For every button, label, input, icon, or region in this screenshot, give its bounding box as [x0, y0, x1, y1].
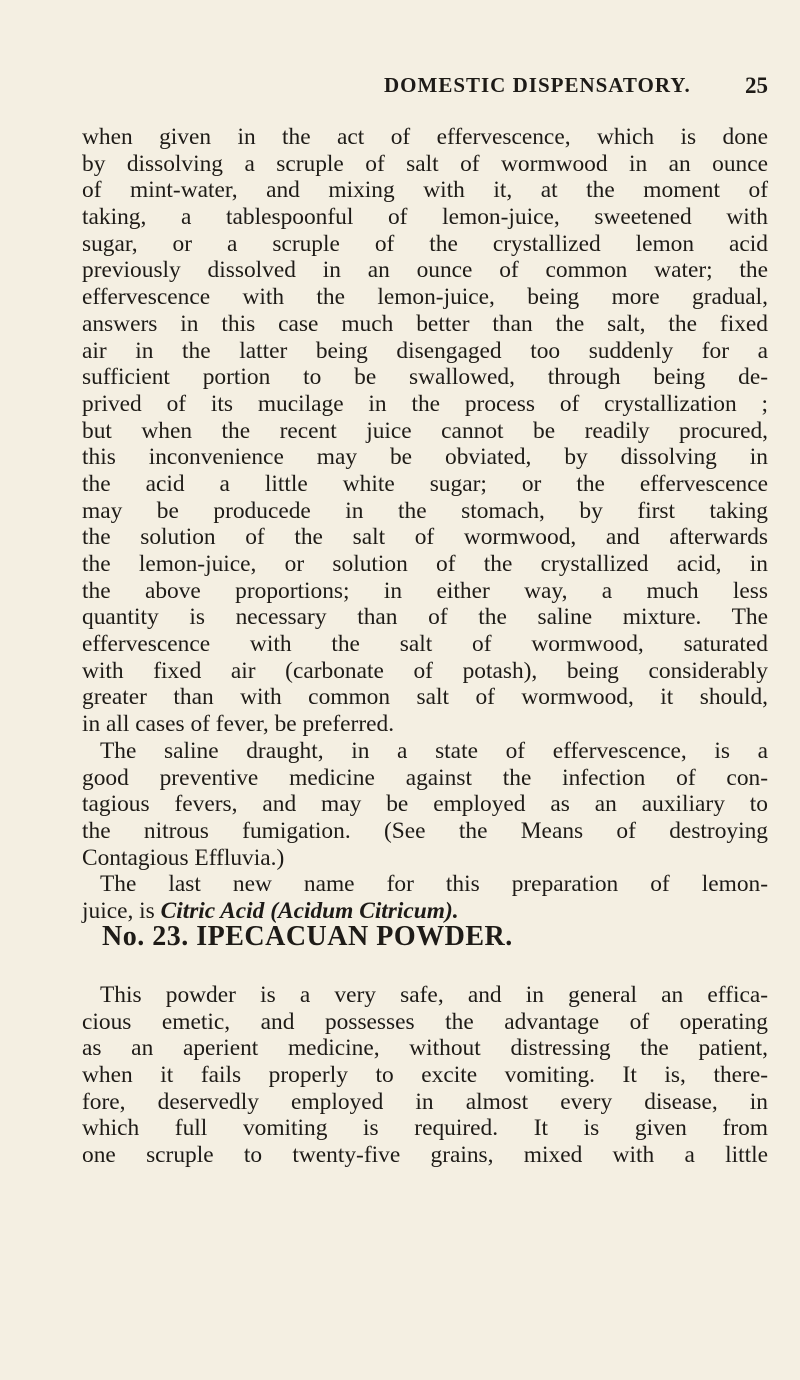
page-number: 25: [745, 73, 768, 98]
text-line: as an aperient medicine, without distressing the patient,: [82, 1035, 768, 1062]
text-line: sufficient portion to be swallowed, through being de-: [82, 364, 768, 391]
text-line: air in the latter being disengaged too suddenly for a: [82, 337, 768, 364]
text-line: cious emetic, and possesses the advantage of operating: [82, 1008, 768, 1035]
text-line: prived of its mucilage in the process of crystallization ;: [82, 390, 768, 417]
text-line: the above proportions; in either way, a much less: [82, 577, 768, 604]
latin-name: Citric Acid (Acidum Citricum).: [160, 897, 459, 924]
text-line: good preventive medicine against the infection of con-: [82, 764, 768, 791]
text-line: effervescence with the lemon-juice, being more gradual,: [82, 284, 768, 311]
text-line: but when the recent juice cannot be readily procured,: [82, 417, 768, 444]
text-line: Contagious Effluvia.): [82, 844, 285, 871]
text-line: quantity is necessary than of the saline mixture. The: [82, 604, 768, 631]
section-heading: No. 23. IPECACUAN POWDER.: [102, 921, 513, 952]
text-line: fore, deservedly employed in almost every disease, in: [82, 1088, 768, 1115]
running-title: DOMESTIC DISPENSATORY.: [384, 73, 691, 97]
text-line: This powder is a very safe, and in general an effica-: [100, 982, 768, 1008]
text-line: of mint-water, and mixing with it, at the moment of: [82, 177, 768, 204]
text-line: previously dissolved in an ounce of common water; the: [82, 257, 768, 284]
running-head: [104, 73, 768, 105]
text-line: tagious fevers, and may be employed as an auxiliary to: [82, 791, 768, 818]
text-line: when it fails properly to excite vomiting. It is, there-: [82, 1062, 768, 1089]
text-line: may be producede in the stomach, by first taking: [82, 497, 768, 524]
text-line: this inconvenience may be obviated, by dissolving in: [82, 444, 768, 471]
text-line: by dissolving a scruple of salt of wormwood in an ounce: [82, 150, 768, 177]
text-line: The saline draught, in a state of effervescence, is a: [100, 737, 768, 764]
text-line: greater than with common salt of wormwood, it should,: [82, 684, 768, 711]
text-fragment: juice, is: [82, 897, 161, 924]
text-line: taking, a tablespoonful of lemon-juice, sweetened with: [82, 204, 768, 231]
text-line: the nitrous fumigation. (See the Means of destroying: [82, 817, 768, 844]
text-line: the lemon-juice, or solution of the crystallized acid, in: [82, 551, 768, 577]
text-line: The last new name for this preparation of lemon-: [100, 871, 768, 898]
text-line: sugar, or a scruple of the crystallized lemon acid: [82, 230, 768, 257]
text-line: when given in the act of effervescence, which is done: [82, 124, 768, 150]
text-line: the solution of the salt of wormwood, and afterwards: [82, 524, 768, 551]
text-line: answers in this case much better than the salt, the fixed: [82, 310, 768, 337]
text-line: with fixed air (carbonate of potash), being considerably: [82, 657, 768, 684]
text-line: effervescence with the salt of wormwood, saturated: [82, 631, 768, 658]
body-text-2: [82, 982, 768, 1169]
body-text: [82, 124, 768, 925]
text-line: which full vomiting is required. It is given from: [82, 1115, 768, 1142]
text-line: one scruple to twenty-five grains, mixed with a little: [82, 1142, 768, 1169]
text-line: the acid a little white sugar; or the effervescence: [82, 470, 768, 497]
text-line: in all cases of fever, be preferred.: [82, 711, 395, 738]
